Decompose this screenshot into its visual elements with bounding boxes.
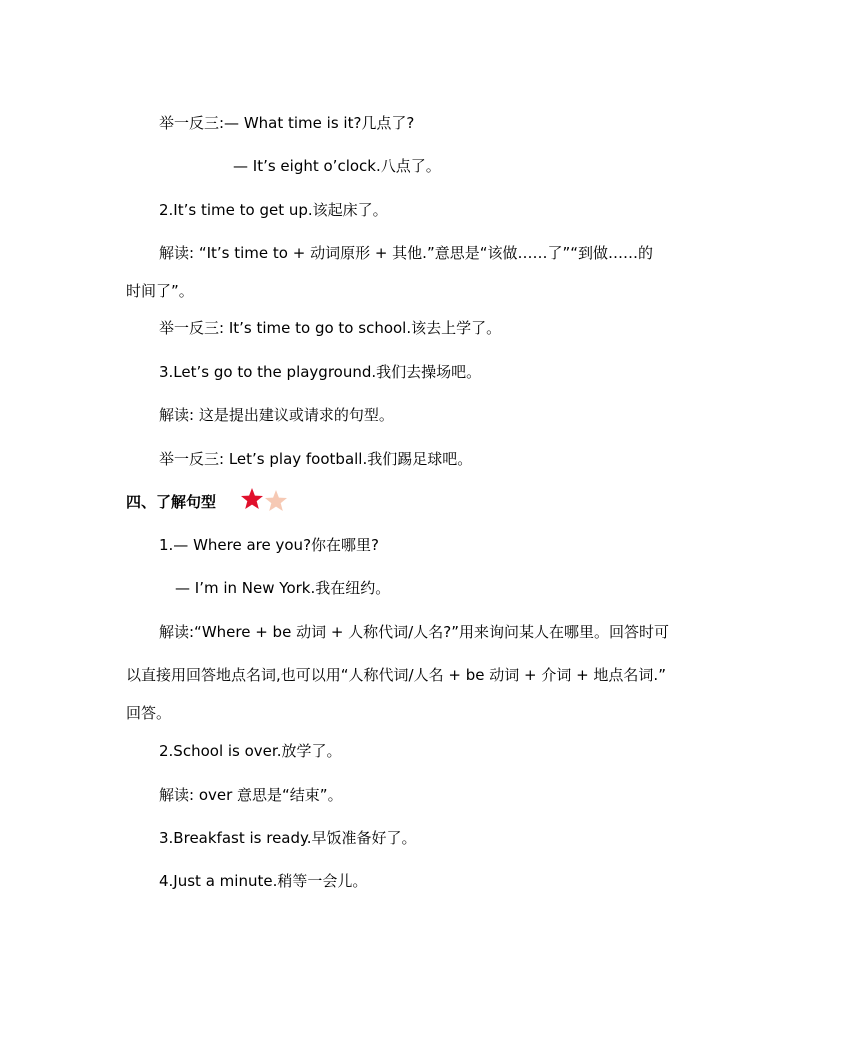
sentence-1-question-line: 1.— Where are you?你在哪里? [159, 536, 379, 554]
empty-star-icon [265, 490, 287, 511]
explanation-line: 解读:“Where + be 动词 + 人称代词/人名?”用来询问某人在哪里。回答时可 [159, 623, 669, 641]
explanation-line: 解读: “It’s time to + 动词原形 + 其他.”意思是“该做……了”“到做……的 [159, 244, 654, 262]
filled-star-icon [241, 488, 263, 509]
sentence-2-line: 2.School is over.放学了。 [159, 742, 342, 760]
sentence-2-line: 2.It’s time to get up.该起床了。 [159, 201, 388, 219]
example-answer-line: — It’s eight o’clock.八点了。 [233, 157, 441, 175]
explanation-continued-line: 时间了”。 [126, 282, 194, 300]
example-question-line: 举一反三:— What time is it?几点了? [159, 114, 415, 132]
explanation-line: 解读: 这是提出建议或请求的句型。 [159, 406, 394, 424]
sentence-4-line: 4.Just a minute.稍等一会儿。 [159, 872, 368, 890]
section-heading: 四、了解句型 [126, 493, 217, 511]
explanation-line: 解读: over 意思是“结束”。 [159, 786, 343, 804]
star-rating [240, 487, 288, 513]
sentence-3-line: 3.Let’s go to the playground.我们去操场吧。 [159, 363, 482, 381]
example-line: 举一反三: Let’s play football.我们踢足球吧。 [159, 450, 473, 468]
explanation-continued-line: 以直接用回答地点名词,也可以用“人称代词/人名 + be 动词 + 介词 + 地点名词.” [126, 666, 666, 684]
example-line: 举一反三: It’s time to go to school.该去上学了。 [159, 319, 502, 337]
sentence-1-answer-line: — I’m in New York.我在纽约。 [175, 579, 391, 597]
explanation-continued-line: 回答。 [126, 704, 172, 722]
sentence-3-line: 3.Breakfast is ready.早饭准备好了。 [159, 829, 417, 847]
